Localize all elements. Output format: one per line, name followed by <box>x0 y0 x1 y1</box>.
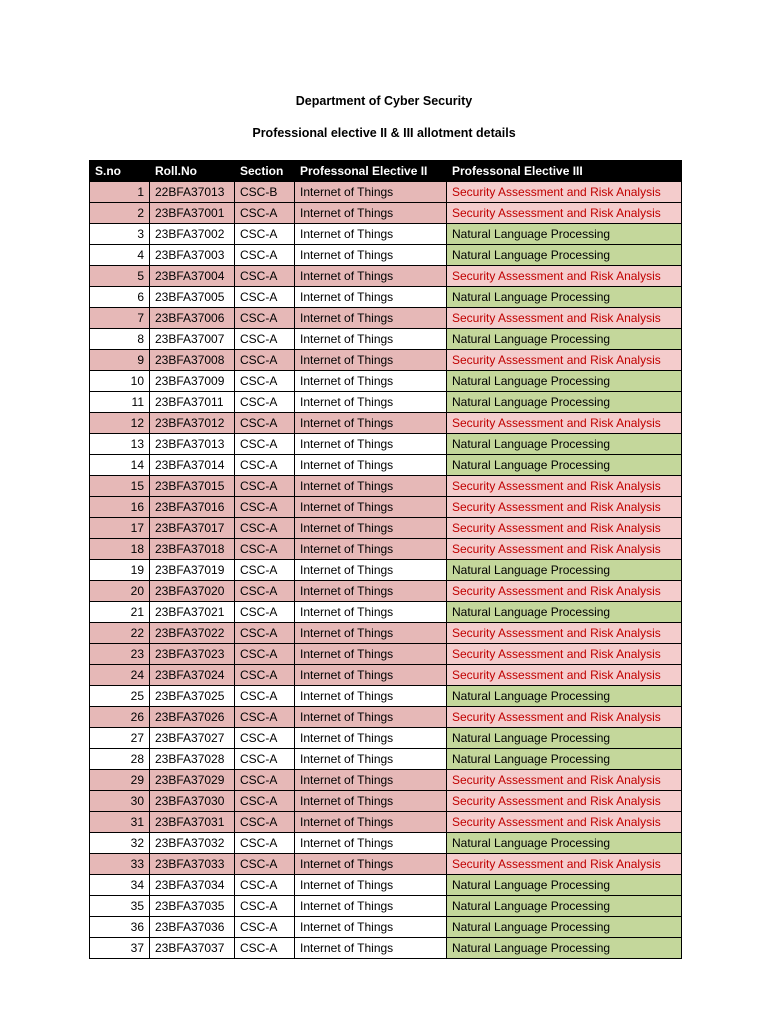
table-row <box>90 938 682 959</box>
cell-roll-no: 23BFA37005 <box>150 287 235 308</box>
cell-roll-no: 23BFA37006 <box>150 308 235 329</box>
cell-roll-no: 23BFA37035 <box>150 896 235 917</box>
cell-roll-no: 23BFA37034 <box>150 875 235 896</box>
cell-sno: 4 <box>90 245 150 266</box>
cell-elective-ii: Internet of Things <box>295 770 447 791</box>
cell-elective-iii: Natural Language Processing <box>447 392 682 413</box>
column-header-elective-iii: Professonal Elective III <box>447 161 682 182</box>
column-header-section: Section <box>235 161 295 182</box>
cell-section: CSC-A <box>235 938 295 959</box>
cell-elective-iii: Security Assessment and Risk Analysis <box>447 539 682 560</box>
cell-roll-no: 23BFA37013 <box>150 434 235 455</box>
cell-elective-ii: Internet of Things <box>295 350 447 371</box>
cell-section: CSC-A <box>235 791 295 812</box>
table-row <box>90 686 682 707</box>
cell-elective-iii: Natural Language Processing <box>447 224 682 245</box>
cell-elective-iii: Security Assessment and Risk Analysis <box>447 476 682 497</box>
cell-elective-ii: Internet of Things <box>295 539 447 560</box>
cell-section: CSC-A <box>235 308 295 329</box>
cell-elective-ii: Internet of Things <box>295 518 447 539</box>
table-row <box>90 182 682 203</box>
cell-elective-iii: Security Assessment and Risk Analysis <box>447 182 682 203</box>
cell-sno: 26 <box>90 707 150 728</box>
cell-section: CSC-A <box>235 749 295 770</box>
cell-sno: 16 <box>90 497 150 518</box>
table-row <box>90 602 682 623</box>
cell-roll-no: 23BFA37007 <box>150 329 235 350</box>
cell-sno: 24 <box>90 665 150 686</box>
cell-sno: 34 <box>90 875 150 896</box>
cell-sno: 12 <box>90 413 150 434</box>
cell-section: CSC-A <box>235 686 295 707</box>
cell-elective-iii: Security Assessment and Risk Analysis <box>447 623 682 644</box>
cell-section: CSC-A <box>235 203 295 224</box>
table-row <box>90 371 682 392</box>
cell-elective-ii: Internet of Things <box>295 245 447 266</box>
cell-roll-no: 23BFA37030 <box>150 791 235 812</box>
cell-section: CSC-A <box>235 728 295 749</box>
cell-sno: 28 <box>90 749 150 770</box>
cell-roll-no: 23BFA37002 <box>150 224 235 245</box>
cell-roll-no: 23BFA37018 <box>150 539 235 560</box>
cell-elective-iii: Security Assessment and Risk Analysis <box>447 308 682 329</box>
cell-elective-ii: Internet of Things <box>295 938 447 959</box>
cell-elective-ii: Internet of Things <box>295 455 447 476</box>
cell-elective-iii: Security Assessment and Risk Analysis <box>447 854 682 875</box>
cell-roll-no: 23BFA37009 <box>150 371 235 392</box>
cell-roll-no: 23BFA37016 <box>150 497 235 518</box>
cell-elective-iii: Security Assessment and Risk Analysis <box>447 497 682 518</box>
cell-elective-ii: Internet of Things <box>295 875 447 896</box>
cell-elective-ii: Internet of Things <box>295 266 447 287</box>
cell-elective-ii: Internet of Things <box>295 917 447 938</box>
cell-elective-ii: Internet of Things <box>295 749 447 770</box>
cell-sno: 19 <box>90 560 150 581</box>
table-row <box>90 455 682 476</box>
cell-section: CSC-A <box>235 455 295 476</box>
cell-elective-iii: Security Assessment and Risk Analysis <box>447 791 682 812</box>
cell-elective-iii: Natural Language Processing <box>447 455 682 476</box>
cell-elective-ii: Internet of Things <box>295 896 447 917</box>
table-row <box>90 350 682 371</box>
cell-roll-no: 23BFA37024 <box>150 665 235 686</box>
cell-roll-no: 23BFA37011 <box>150 392 235 413</box>
cell-sno: 29 <box>90 770 150 791</box>
table-row <box>90 791 682 812</box>
cell-section: CSC-A <box>235 413 295 434</box>
cell-elective-iii: Natural Language Processing <box>447 917 682 938</box>
cell-roll-no: 23BFA37004 <box>150 266 235 287</box>
cell-roll-no: 23BFA37015 <box>150 476 235 497</box>
column-header-sno: S.no <box>90 161 150 182</box>
table-row <box>90 245 682 266</box>
cell-section: CSC-B <box>235 182 295 203</box>
cell-section: CSC-A <box>235 812 295 833</box>
table-row <box>90 749 682 770</box>
cell-elective-ii: Internet of Things <box>295 812 447 833</box>
cell-section: CSC-A <box>235 665 295 686</box>
cell-elective-iii: Natural Language Processing <box>447 875 682 896</box>
cell-sno: 10 <box>90 371 150 392</box>
table-row <box>90 203 682 224</box>
table-row <box>90 854 682 875</box>
cell-roll-no: 23BFA37036 <box>150 917 235 938</box>
cell-roll-no: 23BFA37028 <box>150 749 235 770</box>
cell-elective-iii: Natural Language Processing <box>447 896 682 917</box>
cell-section: CSC-A <box>235 476 295 497</box>
cell-sno: 21 <box>90 602 150 623</box>
department-title: Department of Cyber Security <box>295 94 473 108</box>
cell-sno: 14 <box>90 455 150 476</box>
cell-roll-no: 23BFA37008 <box>150 350 235 371</box>
cell-section: CSC-A <box>235 287 295 308</box>
cell-elective-ii: Internet of Things <box>295 560 447 581</box>
cell-roll-no: 23BFA37023 <box>150 644 235 665</box>
cell-elective-iii: Natural Language Processing <box>447 434 682 455</box>
cell-sno: 30 <box>90 791 150 812</box>
cell-elective-iii: Natural Language Processing <box>447 371 682 392</box>
cell-elective-ii: Internet of Things <box>295 707 447 728</box>
table-row <box>90 497 682 518</box>
cell-roll-no: 23BFA37020 <box>150 581 235 602</box>
cell-sno: 31 <box>90 812 150 833</box>
cell-sno: 3 <box>90 224 150 245</box>
cell-section: CSC-A <box>235 371 295 392</box>
cell-elective-ii: Internet of Things <box>295 665 447 686</box>
table-row <box>90 329 682 350</box>
table-row <box>90 392 682 413</box>
cell-elective-iii: Security Assessment and Risk Analysis <box>447 266 682 287</box>
cell-section: CSC-A <box>235 518 295 539</box>
cell-section: CSC-A <box>235 833 295 854</box>
cell-elective-ii: Internet of Things <box>295 182 447 203</box>
cell-elective-iii: Natural Language Processing <box>447 287 682 308</box>
cell-sno: 27 <box>90 728 150 749</box>
cell-elective-iii: Security Assessment and Risk Analysis <box>447 812 682 833</box>
cell-section: CSC-A <box>235 770 295 791</box>
cell-section: CSC-A <box>235 896 295 917</box>
cell-roll-no: 23BFA37012 <box>150 413 235 434</box>
cell-elective-iii: Natural Language Processing <box>447 833 682 854</box>
cell-sno: 2 <box>90 203 150 224</box>
table-row <box>90 917 682 938</box>
cell-elective-ii: Internet of Things <box>295 686 447 707</box>
cell-roll-no: 23BFA37033 <box>150 854 235 875</box>
cell-section: CSC-A <box>235 581 295 602</box>
cell-elective-iii: Security Assessment and Risk Analysis <box>447 350 682 371</box>
cell-elective-ii: Internet of Things <box>295 623 447 644</box>
cell-elective-iii: Natural Language Processing <box>447 560 682 581</box>
cell-sno: 13 <box>90 434 150 455</box>
cell-section: CSC-A <box>235 560 295 581</box>
cell-elective-iii: Natural Language Processing <box>447 728 682 749</box>
table-row <box>90 308 682 329</box>
cell-roll-no: 22BFA37013 <box>150 182 235 203</box>
cell-section: CSC-A <box>235 392 295 413</box>
cell-roll-no: 23BFA37037 <box>150 938 235 959</box>
table-row <box>90 623 682 644</box>
cell-sno: 6 <box>90 287 150 308</box>
table-row <box>90 707 682 728</box>
cell-elective-iii: Security Assessment and Risk Analysis <box>447 644 682 665</box>
cell-section: CSC-A <box>235 602 295 623</box>
cell-sno: 17 <box>90 518 150 539</box>
cell-section: CSC-A <box>235 266 295 287</box>
cell-section: CSC-A <box>235 875 295 896</box>
cell-roll-no: 23BFA37026 <box>150 707 235 728</box>
cell-elective-iii: Security Assessment and Risk Analysis <box>447 665 682 686</box>
cell-sno: 7 <box>90 308 150 329</box>
table-row <box>90 560 682 581</box>
cell-elective-iii: Natural Language Processing <box>447 686 682 707</box>
cell-sno: 11 <box>90 392 150 413</box>
cell-elective-ii: Internet of Things <box>295 581 447 602</box>
table-header-row <box>90 161 682 182</box>
table-body <box>90 182 682 959</box>
cell-section: CSC-A <box>235 245 295 266</box>
column-header-elective-ii: Professonal Elective II <box>295 161 447 182</box>
cell-elective-iii: Security Assessment and Risk Analysis <box>447 518 682 539</box>
cell-elective-iii: Natural Language Processing <box>447 329 682 350</box>
cell-elective-iii: Security Assessment and Risk Analysis <box>447 707 682 728</box>
cell-roll-no: 23BFA37032 <box>150 833 235 854</box>
cell-sno: 22 <box>90 623 150 644</box>
table-row <box>90 896 682 917</box>
cell-section: CSC-A <box>235 497 295 518</box>
cell-elective-ii: Internet of Things <box>295 413 447 434</box>
cell-roll-no: 23BFA37014 <box>150 455 235 476</box>
cell-section: CSC-A <box>235 434 295 455</box>
table-row <box>90 413 682 434</box>
cell-roll-no: 23BFA37003 <box>150 245 235 266</box>
cell-elective-ii: Internet of Things <box>295 644 447 665</box>
cell-sno: 20 <box>90 581 150 602</box>
cell-roll-no: 23BFA37022 <box>150 623 235 644</box>
cell-elective-ii: Internet of Things <box>295 791 447 812</box>
cell-elective-ii: Internet of Things <box>295 434 447 455</box>
cell-section: CSC-A <box>235 623 295 644</box>
cell-roll-no: 23BFA37025 <box>150 686 235 707</box>
cell-sno: 25 <box>90 686 150 707</box>
cell-sno: 8 <box>90 329 150 350</box>
cell-section: CSC-A <box>235 539 295 560</box>
cell-section: CSC-A <box>235 350 295 371</box>
table-row <box>90 812 682 833</box>
cell-elective-ii: Internet of Things <box>295 854 447 875</box>
cell-elective-ii: Internet of Things <box>295 476 447 497</box>
table-row <box>90 665 682 686</box>
cell-sno: 32 <box>90 833 150 854</box>
cell-elective-ii: Internet of Things <box>295 497 447 518</box>
cell-section: CSC-A <box>235 917 295 938</box>
table-row <box>90 833 682 854</box>
table-row <box>90 518 682 539</box>
cell-elective-iii: Security Assessment and Risk Analysis <box>447 203 682 224</box>
cell-elective-ii: Internet of Things <box>295 833 447 854</box>
cell-elective-ii: Internet of Things <box>295 287 447 308</box>
cell-elective-iii: Security Assessment and Risk Analysis <box>447 413 682 434</box>
cell-sno: 5 <box>90 266 150 287</box>
cell-elective-iii: Natural Language Processing <box>447 938 682 959</box>
cell-sno: 1 <box>90 182 150 203</box>
cell-elective-ii: Internet of Things <box>295 308 447 329</box>
cell-section: CSC-A <box>235 644 295 665</box>
cell-sno: 9 <box>90 350 150 371</box>
cell-sno: 18 <box>90 539 150 560</box>
table-row <box>90 287 682 308</box>
table-row <box>90 224 682 245</box>
cell-elective-ii: Internet of Things <box>295 329 447 350</box>
cell-sno: 15 <box>90 476 150 497</box>
cell-elective-iii: Natural Language Processing <box>447 602 682 623</box>
cell-roll-no: 23BFA37001 <box>150 203 235 224</box>
allotment-table <box>89 160 682 959</box>
allotment-subtitle: Professional elective II & III allotment details <box>252 126 516 140</box>
cell-roll-no: 23BFA37017 <box>150 518 235 539</box>
cell-sno: 37 <box>90 938 150 959</box>
cell-sno: 36 <box>90 917 150 938</box>
cell-section: CSC-A <box>235 854 295 875</box>
cell-elective-iii: Natural Language Processing <box>447 245 682 266</box>
table-row <box>90 644 682 665</box>
table-row <box>90 581 682 602</box>
cell-elective-ii: Internet of Things <box>295 224 447 245</box>
cell-roll-no: 23BFA37021 <box>150 602 235 623</box>
cell-roll-no: 23BFA37027 <box>150 728 235 749</box>
table-row <box>90 434 682 455</box>
column-header-roll-no: Roll.No <box>150 161 235 182</box>
cell-roll-no: 23BFA37031 <box>150 812 235 833</box>
cell-roll-no: 23BFA37019 <box>150 560 235 581</box>
table-row <box>90 770 682 791</box>
cell-roll-no: 23BFA37029 <box>150 770 235 791</box>
cell-sno: 33 <box>90 854 150 875</box>
cell-sno: 35 <box>90 896 150 917</box>
cell-elective-ii: Internet of Things <box>295 602 447 623</box>
cell-section: CSC-A <box>235 224 295 245</box>
cell-elective-ii: Internet of Things <box>295 371 447 392</box>
cell-section: CSC-A <box>235 329 295 350</box>
cell-elective-ii: Internet of Things <box>295 392 447 413</box>
cell-elective-iii: Security Assessment and Risk Analysis <box>447 581 682 602</box>
table-row <box>90 266 682 287</box>
cell-elective-iii: Security Assessment and Risk Analysis <box>447 770 682 791</box>
table-row <box>90 875 682 896</box>
table-row <box>90 728 682 749</box>
cell-elective-iii: Natural Language Processing <box>447 749 682 770</box>
cell-section: CSC-A <box>235 707 295 728</box>
cell-elective-ii: Internet of Things <box>295 203 447 224</box>
cell-sno: 23 <box>90 644 150 665</box>
cell-elective-ii: Internet of Things <box>295 728 447 749</box>
table-row <box>90 539 682 560</box>
table-row <box>90 476 682 497</box>
